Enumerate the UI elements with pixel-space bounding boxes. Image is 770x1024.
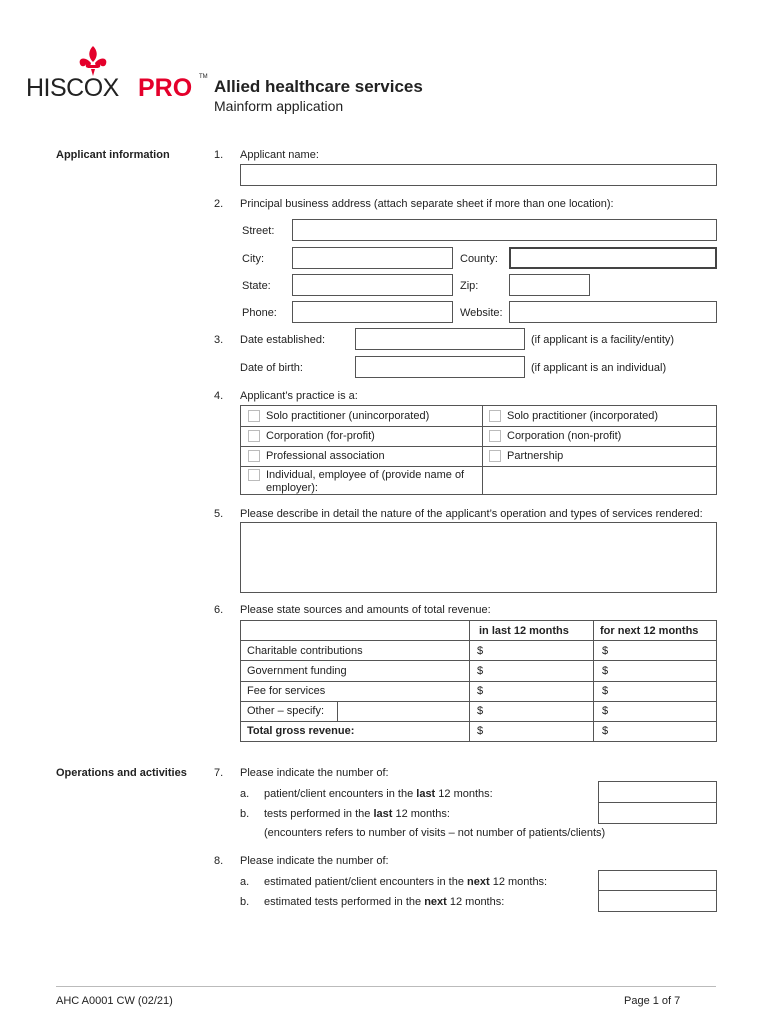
footer-form-id: AHC A0001 CW (02/21) [56, 995, 173, 1007]
applicant-name-field[interactable] [240, 164, 717, 186]
q8-number: 8. [214, 855, 224, 867]
revenue-table [240, 620, 717, 742]
logo-tm: TM [199, 74, 208, 80]
q8b-field[interactable] [598, 890, 717, 912]
professional-association-checkbox[interactable] [248, 450, 260, 462]
date-established-label: Date established: [240, 334, 325, 346]
row-fee-label: Fee for services [247, 685, 326, 697]
operation-description-field[interactable] [240, 522, 717, 593]
row-other-last[interactable]: $ [477, 705, 484, 717]
other-specify-field[interactable] [337, 701, 470, 722]
partnership-label: Partnership [507, 450, 564, 462]
q7a-field[interactable] [598, 781, 717, 803]
date-of-birth-label: Date of birth: [240, 362, 303, 374]
practice-type-table [240, 405, 717, 495]
partnership-checkbox[interactable] [489, 450, 501, 462]
date-established-note: (if applicant is a facility/entity) [531, 334, 675, 346]
footer-page-number: Page 1 of 7 [624, 995, 681, 1007]
page-subtitle: Mainform application [214, 98, 344, 114]
individual-employee-label-cont: employer): [266, 482, 318, 494]
row-other-next[interactable]: $ [602, 705, 609, 717]
q8a-label: estimated patient/client encounters in the next 12 months: [264, 876, 548, 888]
website-label: Website: [460, 307, 503, 319]
professional-association-label: Professional association [266, 450, 385, 462]
q6-number: 6. [214, 604, 224, 616]
q7b-label: tests performed in the last 12 months: [264, 808, 450, 820]
q8-label: Please indicate the number of: [240, 855, 389, 867]
state-field[interactable] [292, 274, 453, 296]
corporation-for-profit-checkbox[interactable] [248, 430, 260, 442]
street-label: Street: [242, 225, 275, 237]
footer-divider [56, 986, 716, 987]
row-total-label: Total gross revenue: [247, 725, 355, 737]
website-field[interactable] [509, 301, 717, 323]
county-field[interactable] [509, 247, 717, 269]
q4-number: 4. [214, 390, 224, 402]
row-charitable-next[interactable]: $ [602, 645, 609, 657]
q2-number: 2. [214, 198, 224, 210]
col-next-12-months: for next 12 months [600, 625, 699, 637]
q5-label: Please describe in detail the nature of the applicant’s operation and types of services rendered: [240, 508, 703, 520]
fleur-de-lis-icon [76, 44, 110, 78]
col-last-12-months: in last 12 months [479, 625, 569, 637]
q7-label: Please indicate the number of: [240, 767, 389, 779]
q8b-letter: b. [240, 896, 250, 908]
solo-incorporated-checkbox[interactable] [489, 410, 501, 422]
q5-number: 5. [214, 508, 224, 520]
state-label: State: [242, 280, 271, 292]
zip-label: Zip: [460, 280, 479, 292]
row-charitable-label: Charitable contributions [247, 645, 363, 657]
q8b-label: estimated tests performed in the next 12 months: [264, 896, 505, 908]
q7-number: 7. [214, 767, 224, 779]
q3-number: 3. [214, 334, 224, 346]
corporation-non-profit-checkbox[interactable] [489, 430, 501, 442]
city-label: City: [242, 253, 264, 265]
q1-number: 1. [214, 149, 224, 161]
individual-employee-checkbox[interactable] [248, 469, 260, 481]
logo-brand: HISCOX [26, 74, 119, 102]
date-of-birth-note: (if applicant is an individual) [531, 362, 667, 374]
section-applicant-information: Applicant information [56, 149, 170, 161]
q7b-field[interactable] [598, 802, 717, 824]
street-field[interactable] [292, 219, 717, 241]
solo-unincorporated-label: Solo practitioner (unincorporated) [266, 410, 430, 422]
date-of-birth-field[interactable] [355, 356, 525, 378]
corporation-non-profit-label: Corporation (non-profit) [507, 430, 622, 442]
row-fee-next[interactable]: $ [602, 685, 609, 697]
zip-field[interactable] [509, 274, 590, 296]
phone-field[interactable] [292, 301, 453, 323]
q8a-field[interactable] [598, 870, 717, 892]
city-field[interactable] [292, 247, 453, 269]
q8a-letter: a. [240, 876, 250, 888]
q7b-letter: b. [240, 808, 250, 820]
row-total-last[interactable]: $ [477, 725, 484, 737]
row-charitable-last[interactable]: $ [477, 645, 484, 657]
row-government-next[interactable]: $ [602, 665, 609, 677]
corporation-for-profit-label: Corporation (for-profit) [266, 430, 375, 442]
q7a-label: patient/client encounters in the last 12 months: [264, 788, 493, 800]
logo-pro: PRO [138, 74, 193, 102]
section-operations-activities: Operations and activities [56, 767, 187, 779]
row-government-last[interactable]: $ [477, 665, 484, 677]
row-fee-last[interactable]: $ [477, 685, 484, 697]
row-government-label: Government funding [247, 665, 347, 677]
row-total-next[interactable]: $ [602, 725, 609, 737]
q6-label: Please state sources and amounts of total revenue: [240, 604, 491, 616]
logo [26, 44, 216, 100]
q1-label: Applicant name: [240, 149, 319, 161]
q4-label: Applicant’s practice is a: [240, 390, 358, 402]
solo-incorporated-label: Solo practitioner (incorporated) [507, 410, 659, 422]
phone-label: Phone: [242, 307, 277, 319]
solo-unincorporated-checkbox[interactable] [248, 410, 260, 422]
page-title: Allied healthcare services [214, 77, 423, 96]
q7-note: (encounters refers to number of visits – not number of patients/clients) [264, 827, 606, 839]
q2-label: Principal business address (attach separate sheet if more than one location): [240, 198, 614, 210]
date-established-field[interactable] [355, 328, 525, 350]
q7a-letter: a. [240, 788, 250, 800]
row-other-label: Other – specify: [247, 705, 325, 717]
individual-employee-label: Individual, employee of (provide name of [266, 469, 465, 481]
county-label: County: [460, 253, 498, 265]
